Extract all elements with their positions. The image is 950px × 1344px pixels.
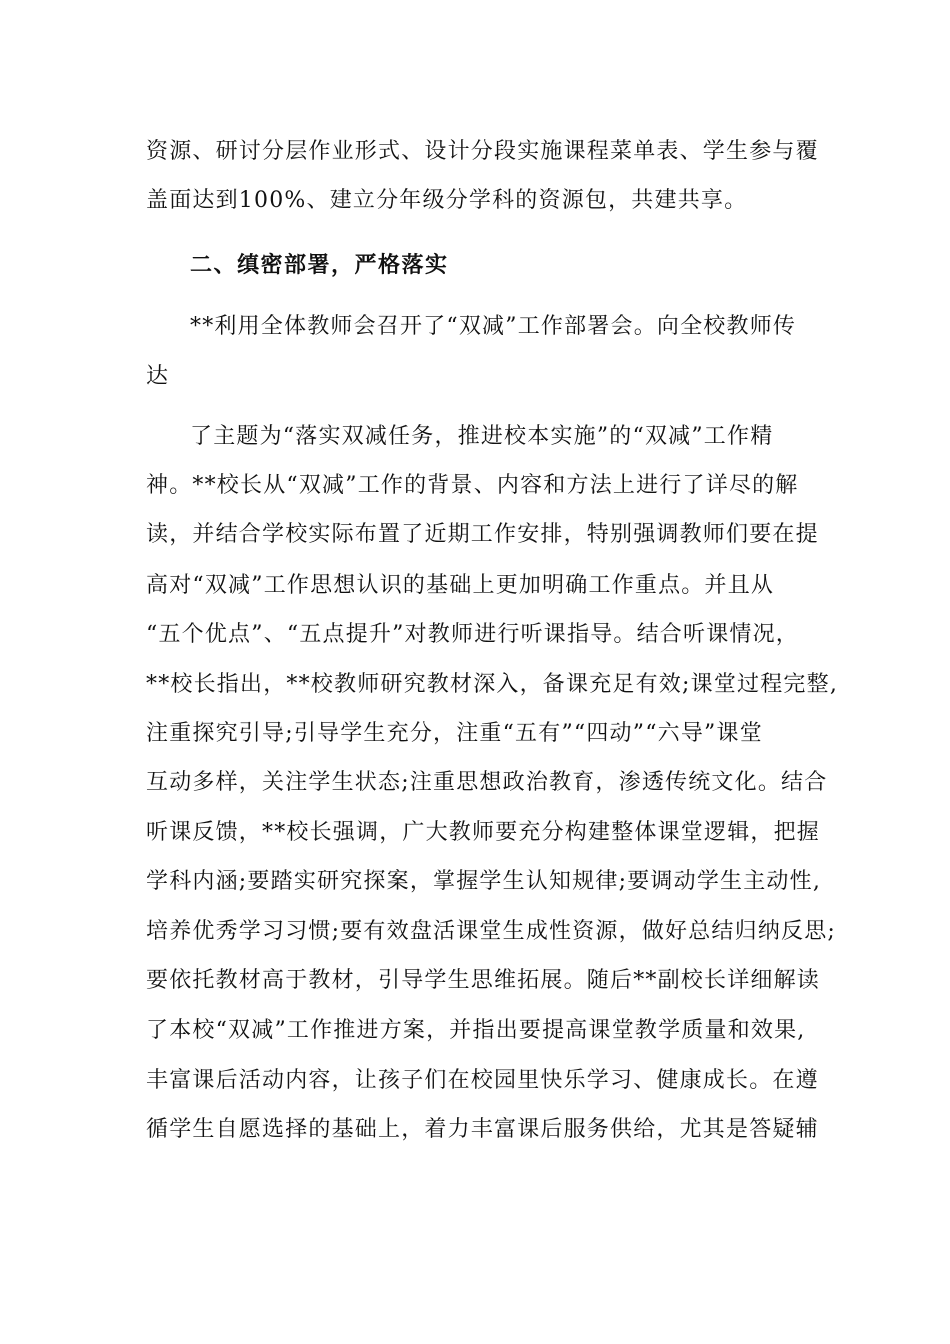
text-line: 丰富课后活动内容，让孩子们在校园里快乐学习、健康成长。在遵 xyxy=(146,1068,819,1093)
text-line: **利用全体教师会召开了“双减”工作部署会。向全校教师传 xyxy=(190,314,797,339)
text-line: 达 xyxy=(146,364,170,389)
text-line: 培养优秀学习习惯;要有效盘活课堂生成性资源，做好总结归纳反思; xyxy=(146,919,837,944)
text-line: 了本校“双减”工作推进方案，并指出要提高课堂教学质量和效果, xyxy=(146,1018,806,1043)
text-line: 循学生自愿选择的基础上，着力丰富课后服务供给，尤其是答疑辅 xyxy=(146,1117,819,1142)
text-line: 高对“双减”工作思想认识的基础上更加明确工作重点。并且从 xyxy=(146,573,775,598)
text-line: 读，并结合学校实际布置了近期工作安排，特别强调教师们要在提 xyxy=(146,522,819,547)
text-line: “五个优点”、“五点提升”对教师进行听课指导。结合听课情况， xyxy=(146,622,799,647)
text-line: 盖面达到100%、建立分年级分学科的资源包，共建共享。 xyxy=(146,188,748,213)
text-line: 注重探究引导;引导学生充分，注重“五有”“四动”“六导”课堂 xyxy=(146,721,763,746)
text-line: **校长指出，**校教师研究教材深入，备课充足有效;课堂过程完整, xyxy=(146,672,839,697)
text-line: 学科内涵;要踏实研究探案，掌握学生认知规律;要调动学生主动性, xyxy=(146,869,822,894)
section-heading: 二、缜密部署，严格落实 xyxy=(190,252,449,278)
text-line: 互动多样，关注学生状态;注重思想政治教育，渗透传统文化。结合 xyxy=(146,770,828,795)
text-line: 了主题为“落实双减任务，推进校本实施”的“双减”工作精 xyxy=(190,424,774,449)
text-line: 要依托教材高于教材，引导学生思维拓展。随后**副校长详细解读 xyxy=(146,968,821,993)
text-line: 资源、研讨分层作业形式、设计分段实施课程菜单表、学生参与覆 xyxy=(146,139,819,164)
text-line: 神。**校长从“双减”工作的背景、内容和方法上进行了详尽的解 xyxy=(146,473,799,498)
text-line: 听课反馈，**校长强调，广大教师要充分构建整体课堂逻辑，把握 xyxy=(146,820,821,845)
